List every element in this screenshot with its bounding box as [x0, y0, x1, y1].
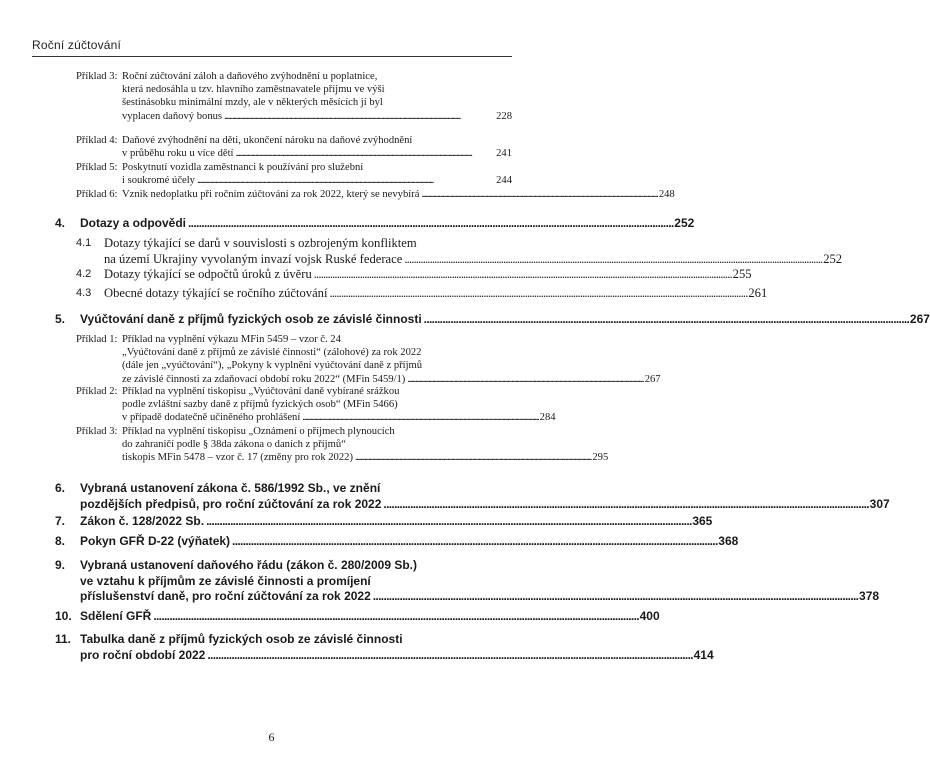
toc-section-10-number: 10.: [55, 609, 72, 623]
page-ref: 252: [674, 216, 695, 230]
entry-line: [80, 216, 694, 232]
entry-line: [104, 252, 842, 268]
entry-line: [122, 333, 661, 346]
toc-item-4-3-number: 4.3: [76, 287, 92, 299]
entry-line: [80, 534, 738, 550]
entry-line-text: která nedosáhla u tzv. hlavního zaměstnavatele příjmu ve výši: [122, 84, 385, 96]
entry-line: [122, 174, 512, 187]
entry-line: [122, 398, 556, 411]
page-ref: 295: [592, 452, 609, 464]
toc-section-8[interactable]: [55, 534, 739, 550]
toc-example-5-1-title: [122, 333, 661, 386]
toc-section-11[interactable]: [55, 632, 714, 663]
toc-example-5-2-number: Příklad 2:: [76, 386, 118, 397]
toc-example-a-6-number: Příklad 6:: [76, 189, 118, 200]
entry-line: [122, 134, 512, 147]
leader-dots: [329, 286, 746, 302]
entry-line: [122, 110, 512, 123]
entry-line: [122, 385, 556, 398]
leader-dots: [421, 188, 656, 201]
page-ref: 368: [718, 534, 739, 548]
toc-section-4-number: 4.: [55, 216, 66, 230]
toc-example-a-3[interactable]: [76, 70, 512, 123]
toc-section-5[interactable]: [55, 312, 930, 328]
entry-line-text: Dotazy týkající se odpočtů úroků z úvěru: [104, 267, 312, 281]
toc-section-8-title: [80, 534, 738, 550]
toc-section-9-number: 9.: [55, 558, 66, 572]
toc-section-9[interactable]: [55, 558, 880, 605]
leader-dots: [224, 110, 494, 123]
toc-item-4-3-title: [104, 286, 767, 302]
entry-line: [80, 497, 890, 513]
leader-dots: [232, 534, 716, 550]
entry-line: [104, 286, 767, 302]
toc-section-7-title: [80, 514, 712, 530]
entry-line-text: Příklad na vyplnění výkazu MFin 5459 – vzor č. 24: [122, 334, 341, 345]
leader-dots: [407, 373, 642, 386]
entry-line-text: tiskopis MFin 5478 – vzor č. 17 (změny pro rok 2022): [122, 452, 353, 464]
entry-line: [122, 373, 661, 386]
page-ref: 252: [823, 251, 843, 266]
entry-line: [122, 70, 512, 83]
entry-line: [122, 451, 608, 464]
toc-section-6[interactable]: [55, 481, 890, 512]
toc-item-4-1[interactable]: [76, 236, 843, 268]
entry-line-text: Příklad na vyplnění tiskopisu „Vyúčtování daně vybírané srážkou: [122, 386, 400, 397]
leader-dots: [197, 174, 494, 187]
toc-section-10-title: [80, 609, 660, 625]
toc-example-a-5[interactable]: [76, 161, 512, 187]
entry-line-text: Sdělení GFŘ: [80, 609, 152, 623]
entry-line-text: Daňové zvýhodnění na děti, ukončení nároku na daňové zvýhodnění: [122, 135, 413, 146]
toc-example-5-2[interactable]: [76, 385, 556, 425]
entry-line: [122, 346, 661, 359]
toc-example-5-1-number: Příklad 1:: [76, 334, 118, 345]
entry-line: [80, 574, 879, 590]
leader-dots: [355, 451, 590, 464]
entry-line-text: v průběhu roku u více dětí: [122, 148, 234, 160]
leader-dots: [424, 312, 908, 328]
entry-line-text: Vybraná ustanovení zákona č. 586/1992 Sb., ve znění: [80, 481, 381, 495]
entry-line-text: vyplacen daňový bonus: [122, 110, 223, 122]
entry-line-text: Tabulka daně z příjmů fyzických osob ze závislé činnosti: [80, 632, 403, 646]
page-ref: 241: [496, 148, 512, 160]
toc-section-11-number: 11.: [55, 632, 72, 646]
toc-item-4-3[interactable]: [76, 286, 768, 302]
entry-line: [80, 481, 890, 497]
entry-line-text: pro roční období 2022: [80, 647, 206, 662]
entry-line-text: Příklad na vyplnění tiskopisu „Oznámení o příjmech plynoucích: [122, 426, 395, 437]
entry-line-text: podle zvláštní sazby daně z příjmů fyzických osob“ (MFin 5466): [122, 399, 398, 411]
entry-line: [80, 312, 930, 328]
leader-dots: [373, 589, 857, 605]
entry-line-text: příslušenství daně, pro roční zúčtování za rok 2022: [80, 589, 371, 603]
toc-item-4-2-title: [104, 267, 752, 283]
toc-section-7-number: 7.: [55, 514, 66, 528]
toc-section-9-title: [80, 558, 879, 605]
toc-section-10[interactable]: [55, 609, 660, 625]
entry-line: [80, 558, 879, 574]
toc-example-5-3-title: [122, 425, 608, 465]
entry-line-text: (dále jen „vyúčtování“), „Pokyny k vyplnění vyúčtování daně z příjmů: [122, 360, 423, 372]
toc-section-4[interactable]: [55, 216, 695, 232]
entry-line-text: do zahraničí podle § 38da zákona o daních z příjmů“: [122, 439, 346, 451]
leader-dots: [302, 411, 537, 424]
entry-line-text: Pokyn GFŘ D-22 (výňatek): [80, 534, 231, 548]
entry-line-text: Obecné dotazy týkající se ročního zúčtování: [104, 286, 328, 300]
entry-line: [80, 632, 714, 648]
toc-example-5-3[interactable]: [76, 425, 609, 465]
entry-line: [122, 411, 556, 424]
toc-example-a-4[interactable]: [76, 134, 512, 160]
entry-line: [104, 236, 842, 252]
entry-line-text: Vznik nedoplatku při ročním zúčtování za rok 2022, který se nevybírá: [122, 189, 420, 200]
entry-line: [104, 267, 752, 283]
page-ref: 365: [692, 514, 713, 528]
toc-section-11-title: [80, 632, 714, 663]
leader-dots: [207, 648, 691, 664]
entry-line: [80, 648, 714, 664]
entry-line: [80, 589, 879, 605]
toc-example-a-4-number: Příklad 4:: [76, 135, 118, 146]
toc-item-4-1-number: 4.1: [76, 237, 92, 249]
toc-example-a-4-title: [122, 134, 512, 160]
running-header: Roční zúčtování: [32, 38, 122, 52]
entry-line: [122, 83, 512, 96]
toc-example-5-2-title: [122, 385, 556, 425]
entry-line: [80, 514, 712, 530]
leader-dots: [188, 216, 672, 232]
leader-dots: [404, 252, 821, 268]
entry-line-text: Roční zúčtování záloh a daňového zvýhodnění u poplatnice,: [122, 71, 378, 82]
toc-example-a-6-title: [122, 188, 675, 201]
entry-line-text: Vybraná ustanovení daňového řádu (zákon č. 280/2009 Sb.): [80, 558, 417, 572]
page-ref: 261: [748, 286, 768, 300]
entry-line-text: Zákon č. 128/2022 Sb.: [80, 514, 205, 528]
entry-line: [122, 188, 675, 201]
toc-example-5-1[interactable]: [76, 333, 661, 386]
toc-item-4-2[interactable]: [76, 267, 752, 283]
entry-line-text: v případě dodatečně učiněného prohlášení: [122, 412, 301, 424]
entry-line-text: Dotazy a odpovědi: [80, 216, 187, 230]
entry-line-text: „Vyúčtování daně z příjmů ze závislé činnosti“ (zálohové) za rok 2022: [122, 347, 422, 359]
entry-line: [122, 96, 512, 109]
toc-section-8-number: 8.: [55, 534, 66, 548]
toc-section-6-number: 6.: [55, 481, 66, 495]
page-ref: 244: [496, 175, 512, 187]
entry-line-text: ve vztahu k příjmům ze závislé činnosti a promíjení: [80, 573, 371, 588]
page-ref: 267: [644, 373, 661, 385]
entry-line-text: Vyúčtování daně z příjmů fyzických osob ze závislé činnosti: [80, 312, 422, 326]
toc-example-a-3-number: Příklad 3:: [76, 71, 118, 82]
leader-dots: [206, 514, 690, 530]
header-rule: [32, 56, 512, 57]
toc-section-5-title: [80, 312, 930, 328]
entry-line: [80, 609, 660, 625]
toc-section-6-title: [80, 481, 890, 512]
toc-section-5-number: 5.: [55, 312, 66, 326]
page-ref: 255: [732, 267, 752, 281]
entry-line: [122, 161, 512, 174]
page-number: 6: [268, 730, 275, 744]
entry-line-text: Poskytnutí vozidla zaměstnanci k používání pro služební: [122, 162, 364, 173]
entry-line-text: šestinásobku minimální mzdy, ale v některých měsících jí byl: [122, 97, 383, 109]
toc-section-7[interactable]: [55, 514, 713, 530]
toc-item-4-1-title: [104, 236, 842, 268]
page-ref: 248: [658, 189, 675, 200]
page-ref: 400: [639, 609, 660, 623]
entry-line-text: pozdějších předpisů, pro roční zúčtování za rok 2022: [80, 496, 382, 511]
page-ref: 284: [539, 412, 556, 424]
leader-dots: [236, 147, 495, 160]
entry-line: [122, 359, 661, 372]
toc-example-a-5-title: [122, 161, 512, 187]
entry-line-text: na území Ukrajiny vyvolaným invazí vojsk Ruské federace: [104, 251, 403, 266]
toc-example-a-5-number: Příklad 5:: [76, 162, 118, 173]
page-ref: 307: [869, 496, 890, 511]
entry-line-text: Dotazy týkající se darů v souvislosti s ozbrojeným konfliktem: [104, 236, 417, 250]
toc-example-a-6[interactable]: [76, 188, 675, 201]
page-ref: 378: [859, 589, 880, 603]
entry-line-text: ze závislé činnosti za zdaňovací období roku 2022“ (MFin 5459/1): [122, 373, 406, 385]
page-ref: 267: [909, 312, 930, 326]
toc-item-4-2-number: 4.2: [76, 268, 92, 280]
toc-example-5-3-number: Příklad 3:: [76, 426, 118, 437]
leader-dots: [383, 497, 867, 513]
entry-line: [122, 438, 608, 451]
page-ref: 228: [496, 110, 512, 122]
toc-section-4-title: [80, 216, 694, 232]
entry-line: [122, 425, 608, 438]
toc-example-a-3-title: [122, 70, 512, 123]
entry-line-text: i soukromé účely: [122, 175, 195, 187]
leader-dots: [153, 609, 637, 625]
entry-line: [122, 147, 512, 160]
leader-dots: [314, 267, 731, 283]
page-ref: 414: [693, 647, 714, 662]
